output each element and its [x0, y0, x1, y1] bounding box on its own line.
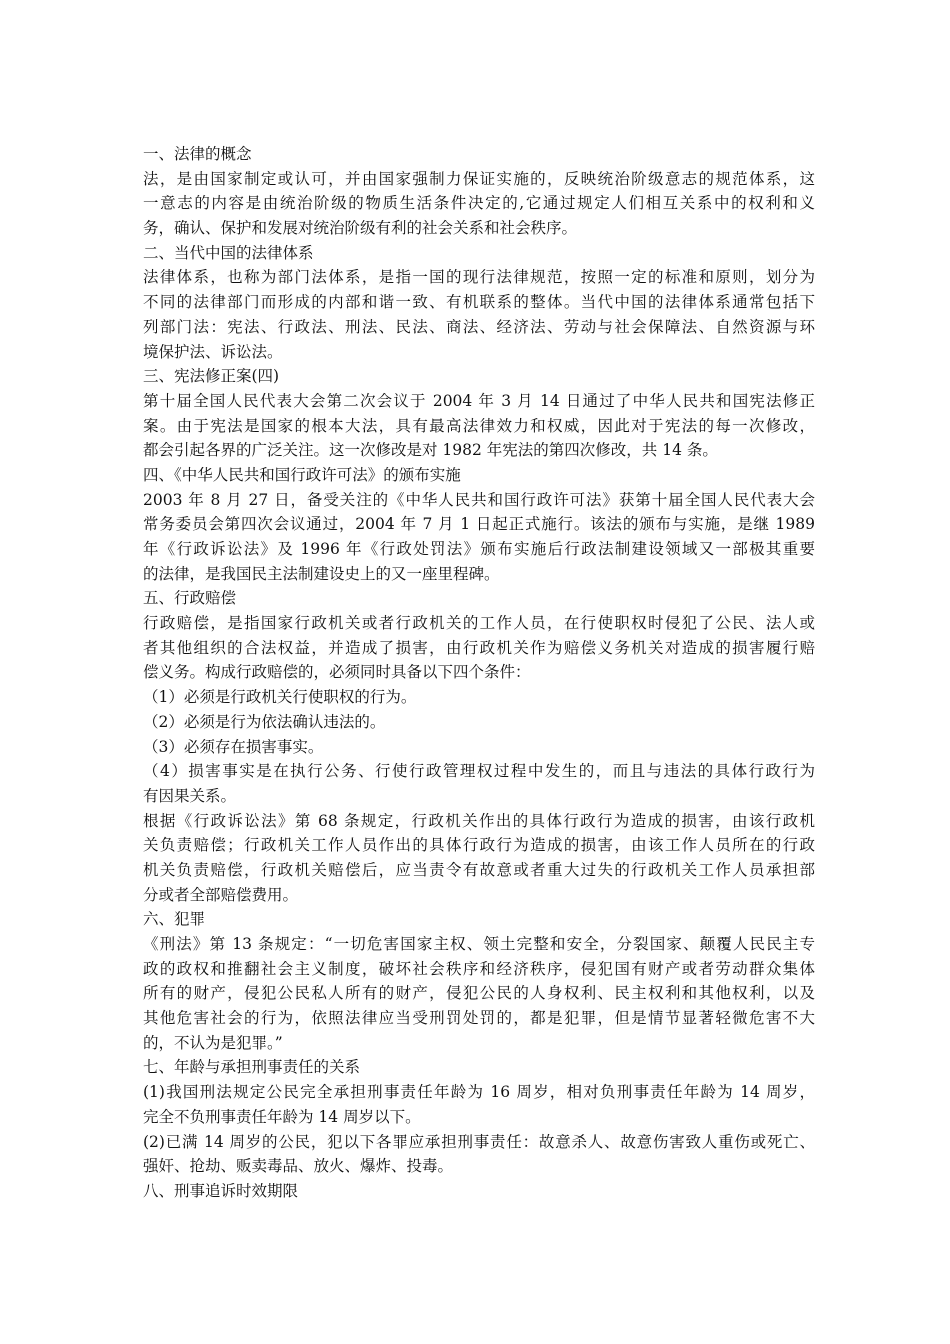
text-line: (2)已满 14 周岁的公民，犯以下各罪应承担刑事责任：故意杀人、故意伤害致人重伤或死亡、 — [143, 1132, 815, 1151]
text-line: 《刑法》第 13 条规定：“一切危害国家主权、领土完整和安全，分裂国家、颠覆人民民主专 — [143, 935, 815, 953]
text-line: 政的政权和推翻社会主义制度，破坏社会秩序和经济秩序，侵犯国有财产或者劳动群众集体 — [143, 959, 815, 978]
section-heading: 二、当代中国的法律体系 — [143, 243, 314, 262]
text-line: 机关负责赔偿，行政机关赔偿后，应当责令有故意或者重大过失的行政机关工作人员承担部 — [143, 860, 815, 879]
text-line: 年《行政诉讼法》及 1996 年《行政处罚法》颁布实施后行政法制建设领域又一部极其重要 — [143, 540, 815, 558]
section-heading: 六、犯罪 — [143, 910, 206, 929]
text-line: （4）损害事实是在执行公务、行使行政管理权过程中发生的，而且与违法的具体行政行为 — [143, 762, 815, 781]
text-line: 行政赔偿，是指国家行政机关或者行政机关的工作人员，在行使职权时侵犯了公民、法人或 — [143, 614, 815, 633]
text-line: （2）必须是行为依法确认违法的。 — [143, 712, 386, 731]
text-line: 都会引起各界的广泛关注。这一次修改是对 1982 年宪法的第四次修改，共 14 条。 — [143, 441, 718, 460]
document-page — [143, 142, 815, 1204]
text-line: 务，确认、保护和发展对统治阶级有利的社会关系和社会秩序。 — [143, 219, 578, 238]
section-heading: 四、《中华人民共和国行政许可法》的颁布实施 — [143, 465, 461, 484]
text-line: 第十届全国人民代表大会第二次会议于 2004 年 3 月 14 日通过了中华人民共和国宪法修正 — [143, 391, 815, 410]
text-line: 强奸、抢劫、贩卖毒品、放火、爆炸、投毒。 — [143, 1157, 454, 1176]
section-heading: 七、年龄与承担刑事责任的关系 — [143, 1058, 361, 1077]
text-line: 案。由于宪法是国家的根本大法，具有最高法律效力和权威，因此对于宪法的每一次修改， — [143, 416, 815, 435]
text-line: 者其他组织的合法权益，并造成了损害，由行政机关作为赔偿义务机关对造成的损害履行赔 — [143, 638, 815, 657]
text-line: （3）必须存在损害事实。 — [143, 737, 324, 756]
text-line: 偿义务。构成行政赔偿的，必须同时具备以下四个条件： — [143, 663, 531, 682]
text-line: (1)我国刑法规定公民完全承担刑事责任年龄为 16 周岁，相对负刑事责任年龄为 14 周岁， — [143, 1083, 815, 1102]
text-line: 完全不负刑事责任年龄为 14 周岁以下。 — [143, 1107, 421, 1126]
text-line: 根据《行政诉讼法》第 68 条规定，行政机关作出的具体行政行为造成的损害，由该行政机 — [143, 811, 815, 830]
text-line: 法律体系，也称为部门法体系，是指一国的现行法律规范，按照一定的标准和原则，划分为 — [143, 268, 815, 287]
text-line: 不同的法律部门而形成的内部和谐一致、有机联系的整体。当代中国的法律体系通常包括下 — [143, 293, 815, 312]
text-line: 一意志的内容是由统治阶级的物质生活条件决定的,它通过规定人们相互关系中的权利和义 — [143, 194, 815, 213]
section-heading: 一、法律的概念 — [143, 145, 252, 163]
text-line: 其他危害社会的行为，依照法律应当受刑罚处罚的，都是犯罪，但是情节显著轻微危害不大 — [143, 1009, 815, 1028]
text-line: 所有的财产，侵犯公民私人所有的财产，侵犯公民的人身权利、民主权利和其他权利，以及 — [143, 984, 815, 1003]
text-line: 境保护法、诉讼法。 — [143, 342, 283, 361]
text-line: 分或者全部赔偿费用。 — [143, 885, 299, 904]
text-line: 常务委员会第四次会议通过，2004 年 7 月 1 日起正式施行。该法的颁布与实施，是继 1989 — [143, 515, 815, 534]
text-line: 2003 年 8 月 27 日，备受关注的《中华人民共和国行政许可法》获第十届全国人民代表大会 — [143, 490, 815, 509]
section-heading: 八、刑事追诉时效期限 — [143, 1181, 299, 1200]
text-line: 列部门法：宪法、行政法、刑法、民法、商法、经济法、劳动与社会保障法、自然资源与环 — [143, 317, 815, 336]
text-line: 关负责赔偿；行政机关工作人员作出的具体行政行为造成的损害，由该工作人员所在的行政 — [143, 836, 815, 855]
text-line: 法，是由国家制定或认可，并由国家强制力保证实施的，反映统治阶级意志的规范体系，这 — [143, 169, 815, 188]
text-line: 的法律，是我国民主法制建设史上的又一座里程碑。 — [143, 564, 500, 583]
section-heading: 五、行政赔偿 — [143, 589, 237, 608]
text-line: 有因果关系。 — [143, 786, 237, 805]
section-heading: 三、宪法修正案(四) — [143, 367, 280, 386]
text-line: （1）必须是行政机关行使职权的行为。 — [143, 688, 417, 707]
text-line: 的，不认为是犯罪。” — [143, 1033, 283, 1052]
